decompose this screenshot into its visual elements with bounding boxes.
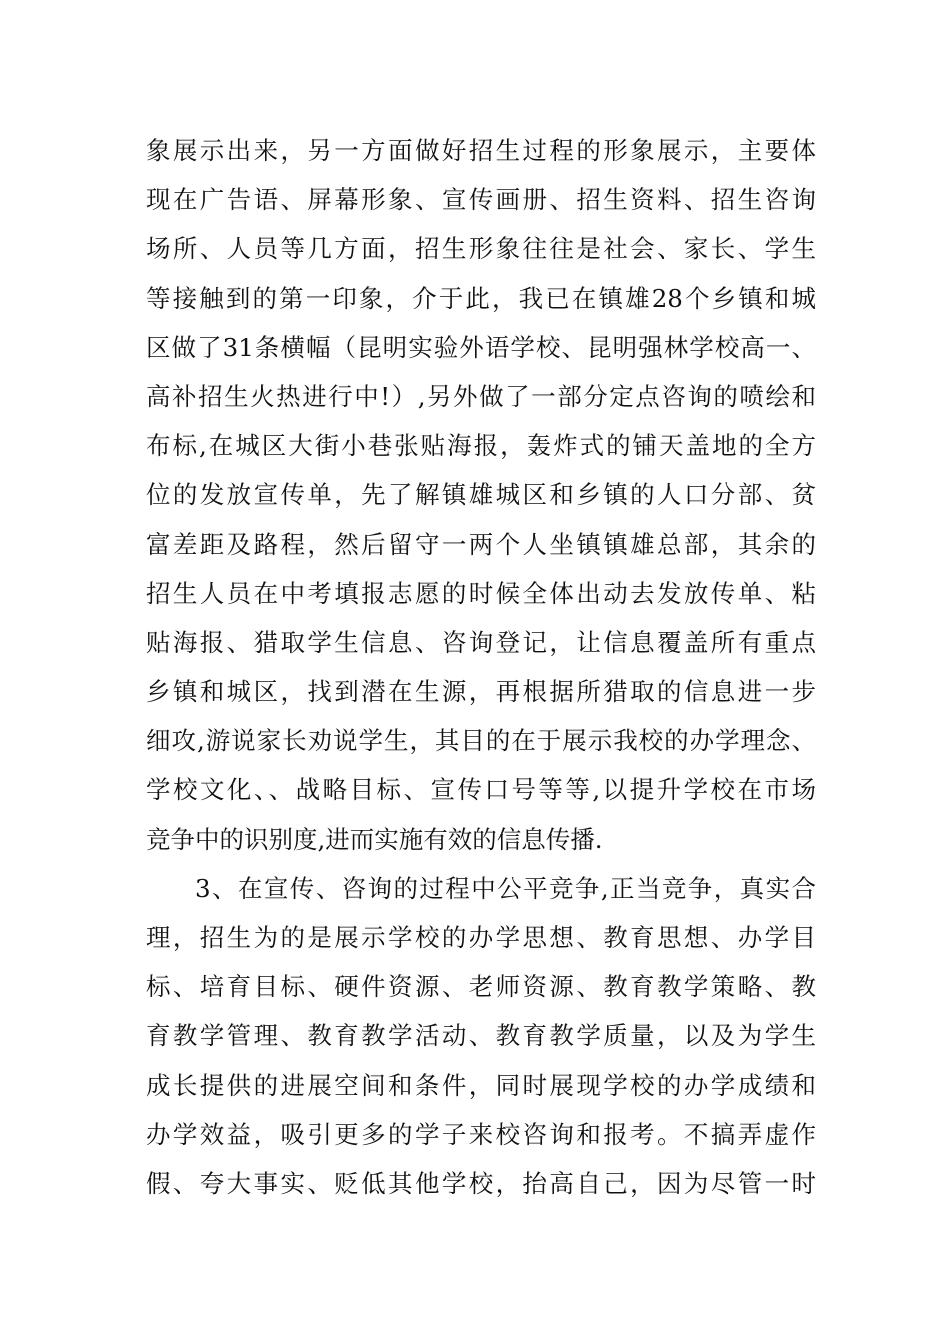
text-line: 成长提供的进展空间和条件，同时展现学校的办学成绩和: [146, 1070, 816, 1100]
text-line: 富差距及路程，然后留守一两个人坐镇镇雄总部，其余的: [146, 529, 816, 559]
text-line: 标、培育目标、硬件资源、老师资源、教育教学策略、教: [146, 972, 816, 1002]
text-line: 现在广告语、屏幕形象、宣传画册、招生资料、招生咨询: [146, 185, 816, 215]
text-line: 办学效益，吸引更多的学子来校咨询和报考。不搞弄虚作: [146, 1119, 816, 1149]
text-line: 高补招生火热进行中!）,另外做了一部分定点咨询的喷绘和: [146, 381, 816, 411]
text-line-last: 竞争中的识别度,进而实施有效的信息传播.: [146, 824, 603, 854]
text-line: 细攻,游说家长劝说学生，其目的在于展示我校的办学理念、: [146, 726, 816, 756]
paragraph-2: [146, 864, 816, 1208]
text-line: 场所、人员等几方面，招生形象往往是社会、家长、学生: [146, 234, 816, 264]
text-line: 招生人员在中考填报志愿的时候全体出动去发放传单、粘: [146, 578, 816, 608]
text-line: 乡镇和城区，找到潜在生源，再根据所猎取的信息进一步: [146, 677, 816, 707]
text-line: 区做了31条横幅（昆明实验外语学校、昆明强林学校高一、: [146, 332, 816, 362]
text-line: 布标,在城区大街小巷张贴海报，轰炸式的铺天盖地的全方: [146, 431, 816, 461]
text-line: 学校文化、、战略目标、宣传口号等等,以提升学校在市场: [146, 775, 816, 805]
text-line-first: 3、在宣传、咨询的过程中公平竞争,正当竞争，真实合: [195, 873, 816, 903]
text-line: 理，招生为的是展示学校的办学思想、教育思想、办学目: [146, 923, 816, 952]
document-body: [146, 126, 816, 1208]
text-line: 等接触到的第一印象，介于此，我已在镇雄28个乡镇和城: [146, 283, 816, 313]
text-line: 假、夸大事实、贬低其他学校，抬高自己，因为尽管一时: [146, 1168, 816, 1198]
text-line: 象展示出来，另一方面做好招生过程的形象展示，主要体: [146, 136, 816, 165]
paragraph-1: [146, 126, 816, 864]
text-line: 位的发放宣传单，先了解镇雄城区和乡镇的人口分部、贫: [146, 480, 816, 510]
text-line: 育教学管理、教育教学活动、教育教学质量，以及为学生: [146, 1021, 816, 1051]
text-line: 贴海报、猎取学生信息、咨询登记，让信息覆盖所有重点: [146, 627, 816, 657]
